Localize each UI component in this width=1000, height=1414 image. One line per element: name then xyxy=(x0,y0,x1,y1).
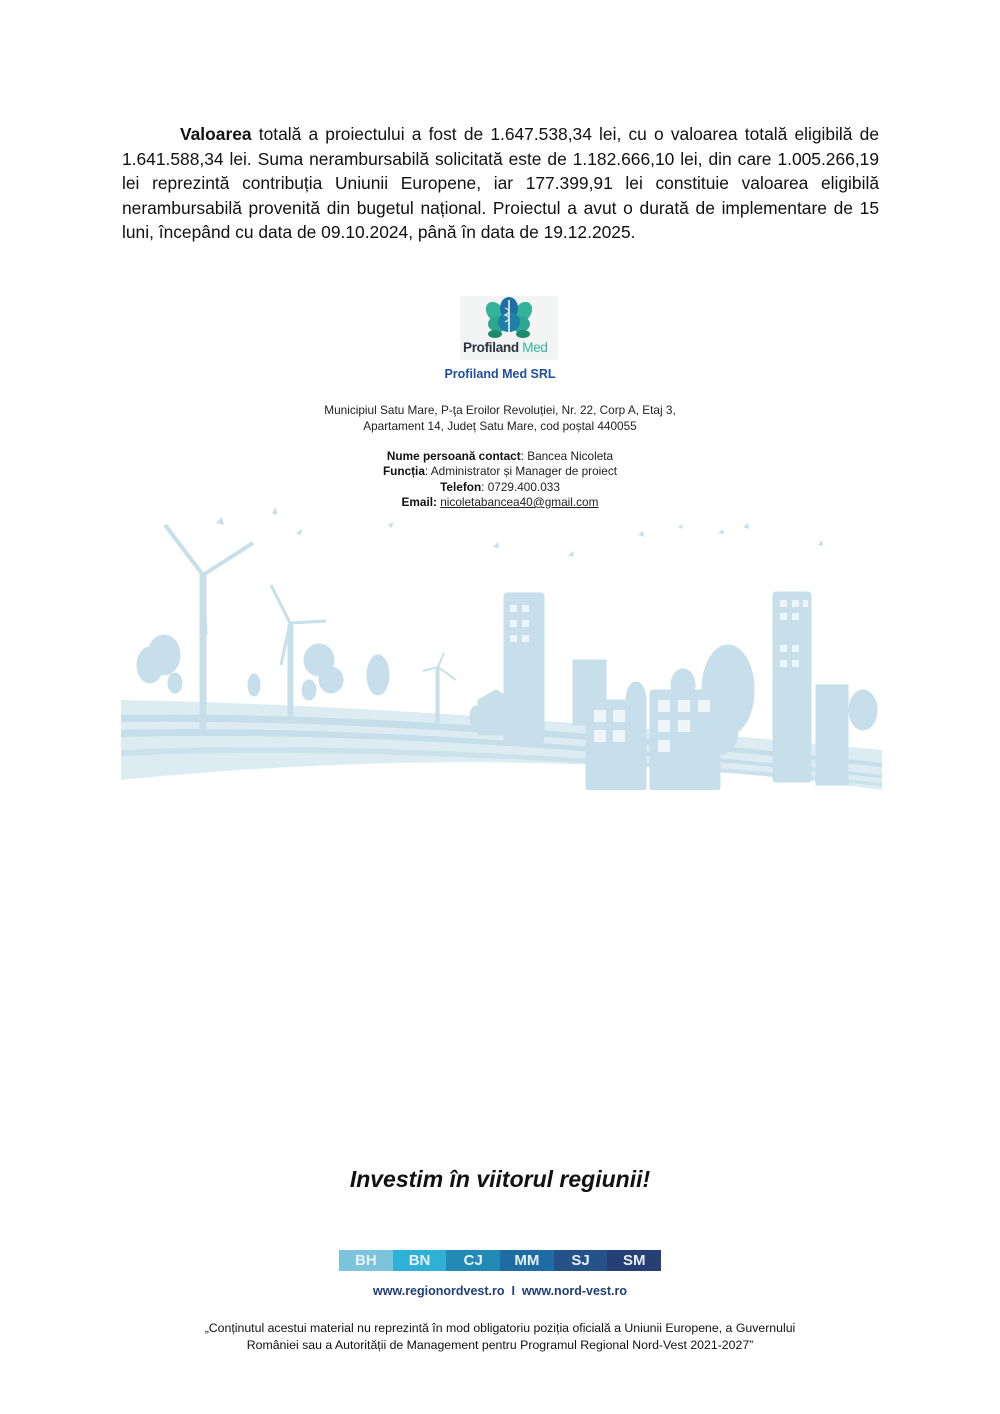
leaf-caduceus-icon xyxy=(460,296,558,342)
address-line-2: Apartament 14, Județ Satu Mare, cod poștal 440055 xyxy=(363,418,637,433)
contact-phone-row: Telefon: 0729.400.033 xyxy=(440,479,560,494)
county-bh: BH xyxy=(339,1250,393,1271)
summary-text: totală a proiectului a fost de 1.647.538,34 lei, cu o valoarea totală eligibilă de 1.641.588,34 lei. Suma nerambursabilă solicitată este de 1.182.666,10 lei, din care 1.005.266,19 lei reprezintă contribuția Uniunii Europene, iar 177.399,91 lei constituie valoarea eligibilă nerambursabilă provenită din bugetul național. Proiectul a avut o durată de implementare de 15 luni, începând cu data de 09.10.2024, până în data de 19.12.2025. xyxy=(122,124,879,242)
county-mm: MM xyxy=(500,1250,554,1271)
contact-name-row: Nume persoană contact: Bancea Nicoleta xyxy=(386,449,614,463)
slogan: Investim în viitorul regiunii! xyxy=(349,1166,651,1192)
address-line-1: Municipiul Satu Mare, P-ţa Eroilor Revoluției, Nr. 22, Corp A, Etaj 3, xyxy=(324,403,676,417)
disclaimer-line-2: României sau a Autorității de Management pentru Programul Regional Nord-Vest 2021-2027” xyxy=(246,1338,754,1352)
company-logo xyxy=(460,296,558,360)
contact-email-row: Email: nicoletabancea40@gmail.com xyxy=(401,494,599,509)
disclaimer-line-1: „Conținutul acestui material nu reprezintă în mod obligatoriu poziția oficială a Uniunii Europene, a Guvernului xyxy=(204,1321,796,1335)
city-landscape-illustration xyxy=(118,505,882,790)
county-bn: BN xyxy=(393,1250,447,1271)
county-sj: SJ xyxy=(554,1250,608,1271)
company-address xyxy=(0,403,1000,434)
contact-role-row: Funcția: Administrator și Manager de proiect xyxy=(382,464,618,479)
summary-lead: Valoarea xyxy=(180,124,252,144)
company-name: Profiland Med SRL xyxy=(444,367,556,381)
county-bar xyxy=(339,1250,661,1271)
contact-block xyxy=(0,449,1000,510)
logo-wordmark: Profiland Med xyxy=(463,340,548,355)
website-links[interactable]: www.regionordvest.ro I www.nord-vest.ro xyxy=(373,1284,627,1298)
project-summary-paragraph xyxy=(122,122,879,245)
disclaimer xyxy=(0,1320,1000,1354)
email-link[interactable]: nicoletabancea40@gmail.com xyxy=(440,494,599,509)
county-sm: SM xyxy=(607,1250,661,1271)
county-cj: CJ xyxy=(446,1250,500,1271)
